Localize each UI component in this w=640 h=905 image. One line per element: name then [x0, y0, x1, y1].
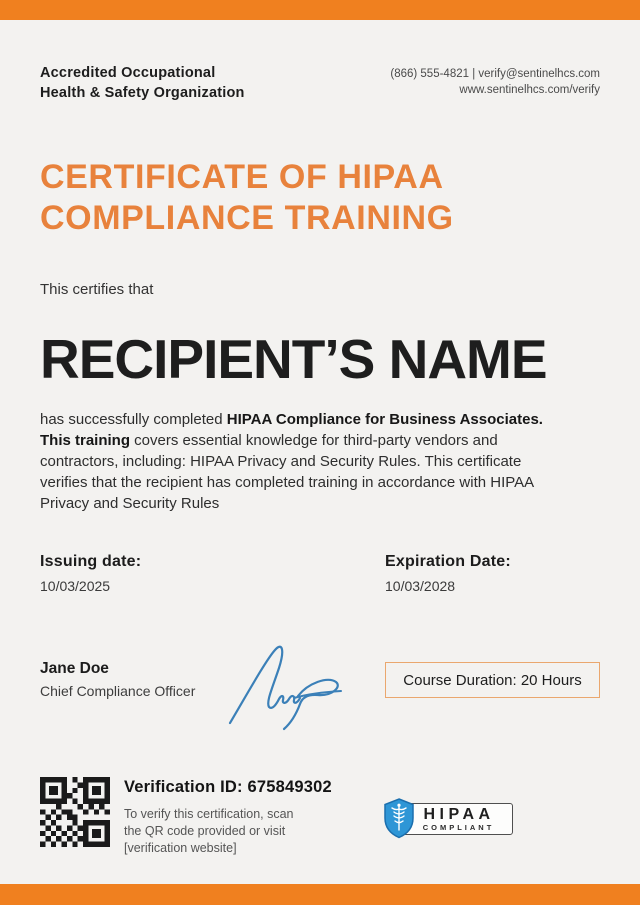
certificate-body-paragraph — [40, 409, 572, 514]
hipaa-badge-title: HIPAA — [423, 806, 495, 823]
qr-code-icon — [40, 777, 110, 847]
body-part2: covers essential knowledge for third-party vendors and contractors, including: HIPAA Privacy and Security Rules. This certificate verifies that the recipient has completed training in accordance with HIPAA Privacy and Security Rules — [40, 432, 534, 512]
verification-note-line2: the QR code provided or visit — [124, 824, 286, 838]
body-part1: has successfully completed — [40, 411, 227, 428]
verification-note-line1: To verify this certification, scan — [124, 807, 294, 821]
hipaa-compliant-badge — [382, 797, 522, 843]
issuing-date-label: Issuing date: — [40, 553, 142, 570]
expiration-date-block — [385, 553, 511, 594]
expiration-date-value: 10/03/2028 — [385, 578, 456, 594]
signer-title: Chief Compliance Officer — [40, 683, 196, 699]
contact-phone-email: (866) 555-4821 | verify@sentinelhcs.com — [390, 68, 600, 80]
signature-icon — [208, 628, 343, 733]
expiration-date-label: Expiration Date: — [385, 553, 511, 570]
verification-note-line3: [verification website] — [124, 841, 237, 855]
organization-name-line1: Accredited Occupational — [40, 65, 216, 81]
verification-note — [124, 806, 332, 857]
verification-block — [124, 778, 332, 857]
verification-id: Verification ID: 675849302 — [124, 778, 332, 796]
issuing-date-value: 10/03/2025 — [40, 578, 111, 594]
signer-block — [40, 660, 195, 699]
body-bold-course-name: HIPAA Compliance for Business Associates. This training — [40, 411, 543, 449]
contact-website: www.sentinelhcs.com/verify — [459, 84, 600, 96]
header — [40, 63, 600, 103]
top-accent-bar — [0, 0, 640, 20]
issuing-date-block — [40, 553, 141, 594]
organization-name — [40, 63, 245, 103]
organization-name-line2: Health & Safety Organization — [40, 85, 245, 101]
hipaa-badge-box — [401, 803, 513, 835]
contact-info — [390, 63, 600, 98]
certificate-title — [40, 157, 454, 239]
certificate-title-line1: CERTIFICATE OF HIPAA — [40, 158, 444, 196]
signer-name: Jane Doe — [40, 660, 109, 677]
course-duration-box — [385, 662, 600, 698]
hipaa-badge-subtitle: COMPLIANT — [422, 823, 495, 832]
certificate-title-line2: COMPLIANCE TRAINING — [40, 199, 454, 237]
shield-caduceus-icon — [382, 797, 416, 839]
certifies-label: This certifies that — [40, 281, 154, 298]
course-duration-label: Course Duration: 20 Hours — [403, 671, 582, 689]
bottom-accent-bar — [0, 884, 640, 905]
recipient-name: RECIPIENT’S NAME — [40, 328, 547, 390]
